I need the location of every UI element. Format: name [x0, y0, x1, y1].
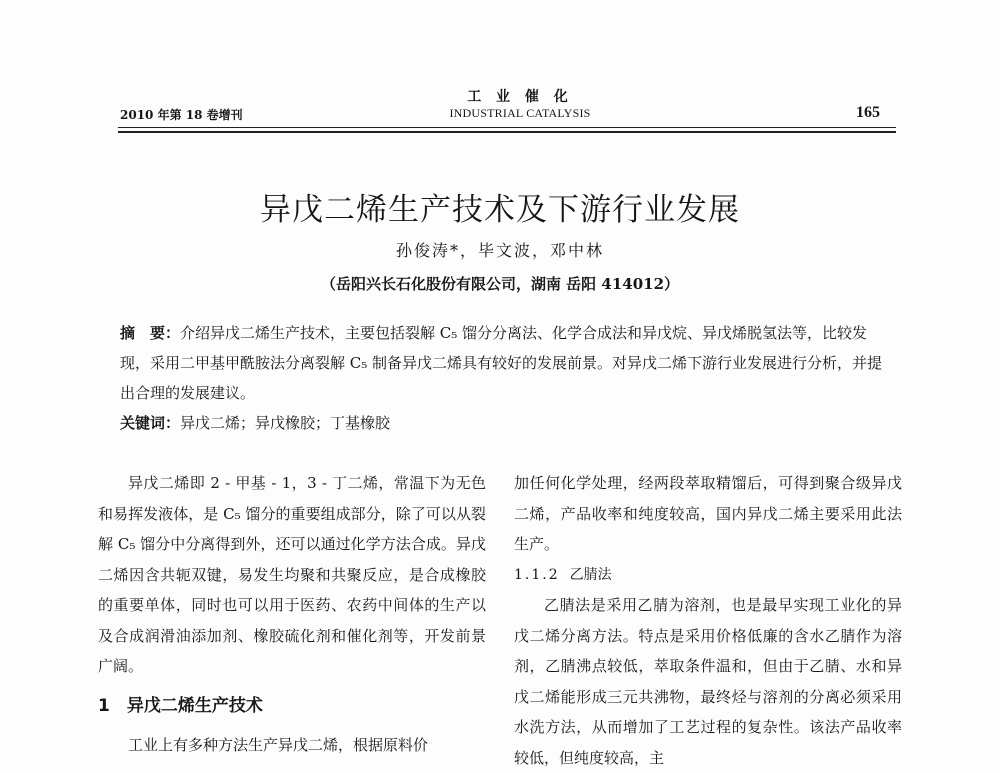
- subsection-paragraph: 乙腈法是采用乙腈为溶剂，也是最早实现工业化的异戊二烯分离方法。特点是采用价格低廉的含水乙腈作为溶剂，乙腈沸点较低，萃取条件温和，但由于乙腈、水和异戊二烯能形成三元共沸物，最终烃与溶剂的分离必须采用水洗方法，从而增加了工艺过程的复杂性。该法产品收率较低，但纯度较高，主: [514, 596, 902, 767]
- keywords: [120, 410, 896, 436]
- section-heading: 1 异戊二烯生产技术: [98, 695, 263, 716]
- subsection-number: 1.1.2: [514, 566, 560, 583]
- keywords-text: 异戊二烯；异戊橡胶；丁基橡胶: [180, 414, 391, 432]
- paper-title: 异戊二烯生产技术及下游行业发展: [260, 192, 740, 228]
- right-column: [514, 468, 902, 773]
- subsection-heading: [514, 560, 902, 591]
- section-paragraph: 工业上有多种方法生产异戊二烯，根据原料价: [128, 735, 429, 754]
- left-column: [98, 468, 486, 760]
- header-rule-thick: [118, 131, 896, 133]
- continued-paragraph: 加任何化学处理，经两段萃取精馏后，可得到聚合级异戊二烯，产品收率和纯度较高，国内异戊二烯主要采用此法生产。: [514, 474, 902, 553]
- abstract: [120, 318, 896, 408]
- subsection-title: 乙腈法: [569, 566, 612, 583]
- abstract-label: 摘 要：: [120, 324, 181, 342]
- intro-paragraph: 异戊二烯即 2 - 甲基 - 1，3 - 丁二烯，常温下为无色和易挥发液体，是 C₅ 馏分的重要组成部分，除了可以从裂解 C₅ 馏分中分离得到外，还可以通过化学方法合成。异戊二烯因含共轭双键，易发生均聚和共聚反应，是合成橡胶的重要单体，同时也可以用于医药、农药中间体的生产以及合成润滑油添加剂、橡胶硫化剂和催化剂等，开发前景广阔。: [98, 474, 486, 675]
- abstract-text: 介绍异戊二烯生产技术，主要包括裂解 C₅ 馏分分离法、化学合成法和异戊烷、异戊烯脱氢法等，比较发现，采用二甲基甲酰胺法分离裂解 C₅ 制备异戊二烯具有较好的发展前景。对异戊二烯下游行业发展进行分析，并提出合理的发展建议。: [120, 324, 883, 402]
- affiliation: （岳阳兴长石化股份有限公司，湖南 岳阳 414012）: [320, 275, 680, 293]
- author-list: 孙俊涛*，毕文波，邓中林: [395, 241, 604, 260]
- journal-name-en: INDUSTRIAL CATALYSIS: [449, 106, 591, 120]
- journal-name-cn: 工 业 催 化: [467, 89, 573, 105]
- issue-label: 2010 年第 18 卷增刊: [120, 108, 243, 122]
- page-number: 165: [856, 104, 880, 121]
- keywords-label: 关键词：: [120, 414, 181, 432]
- journal-header: [360, 88, 680, 121]
- header-rule-thin: [118, 127, 896, 128]
